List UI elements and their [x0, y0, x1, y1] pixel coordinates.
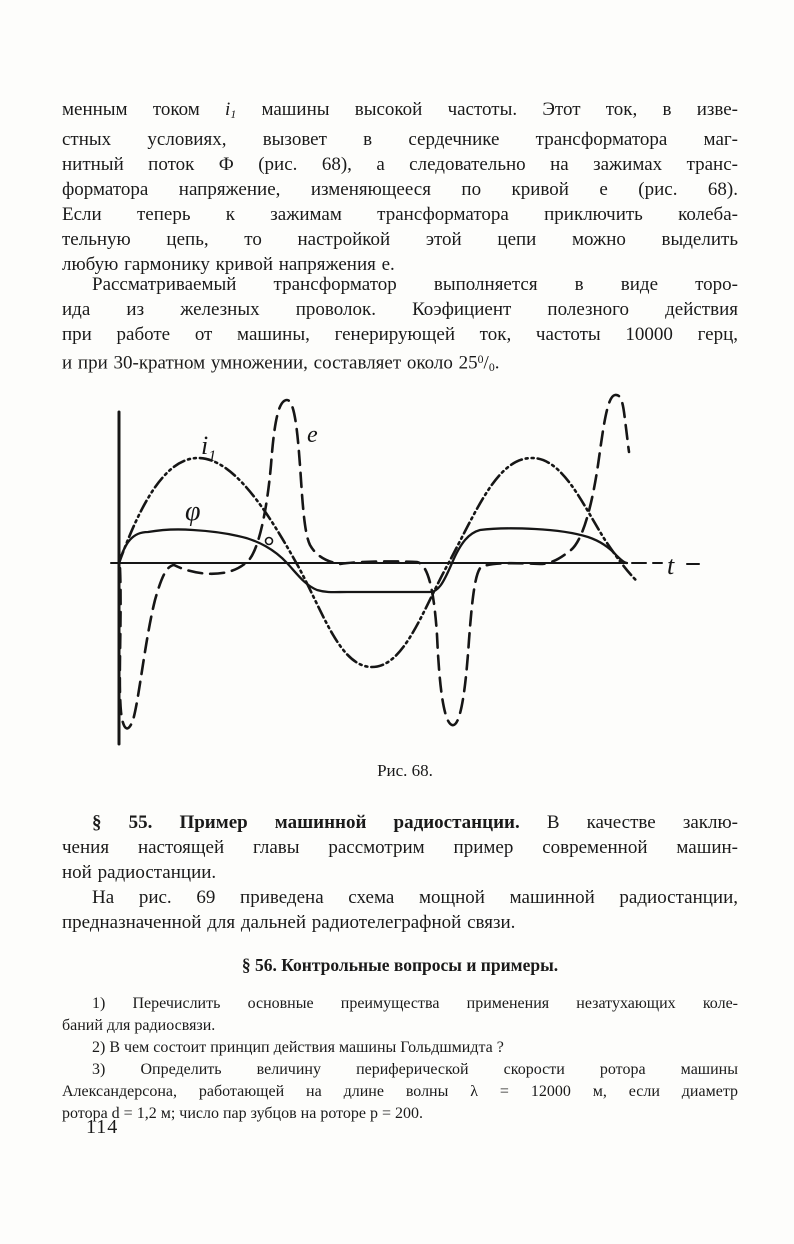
list-item: 3) Определить величину периферической скорости ротора машины [92, 1061, 738, 1078]
percent-denominator: 0 [488, 361, 495, 375]
subscript: 1 [230, 107, 237, 121]
text-line: форматора напряжение, изменяющееся по кривой e (рис. 68). [62, 178, 738, 200]
text-line [62, 810, 738, 835]
paragraph-1 [62, 97, 738, 277]
text-line: Рассматриваемый трансформатор выполняется в виде торо- [92, 274, 738, 295]
text-line: предназначенной для дальней радиотелеграфной связи. [62, 912, 516, 933]
text-run: В качестве заклю- [519, 812, 738, 833]
section-55-heading: § 55. Пример машинной радиостанции. [92, 812, 520, 833]
waveform-diagram [95, 390, 715, 760]
percent-numerator: 0 [477, 353, 484, 366]
text-line: ида из железных проволок. Коэфициент полезного действия [62, 299, 738, 320]
figure-caption: Рис. 68. [377, 761, 433, 780]
page-number: 114 [86, 1116, 119, 1138]
list-item: ротора d = 1,2 м; число пар зубцов на роторе p = 200. [62, 1105, 424, 1122]
text-run: . [494, 352, 500, 374]
curve-e [120, 395, 629, 729]
text-line: ной радиостанции. [62, 862, 217, 883]
crossing-ring [266, 538, 273, 545]
list-item: баний для радиосвязи. [62, 1017, 216, 1034]
text-run: i [225, 99, 231, 120]
paragraph-2 [62, 272, 738, 380]
text-line: любую гармонику кривой напряжения e. [62, 253, 395, 275]
text-line: чения настоящей главы рассмотрим пример современной машин- [62, 837, 738, 858]
section-56-heading: § 56. Контрольные вопросы и примеры. [241, 955, 559, 975]
text-line: Если теперь к зажимам трансформатора приключить колеба- [62, 203, 738, 225]
axis-label-t: t [667, 551, 675, 580]
text-run: и при 30-кратном умножении, составляет около 25 [62, 352, 478, 374]
curve-label-i1: $i_1$ [201, 431, 217, 465]
text-line: тельную цепь, то настройкой этой цепи можно выделить [62, 228, 738, 250]
section-55 [62, 810, 738, 935]
text-line [62, 347, 738, 380]
text-line: На рис. 69 приведена схема мощной машинной радиостанции, [92, 887, 738, 908]
x-axis-dashes [632, 563, 699, 564]
curve-label-phi: φ [185, 496, 201, 527]
percent-slash: / [483, 352, 489, 374]
list-item: Александерсона, работающей на длине волны λ = 12000 м, если диаметр [62, 1083, 738, 1100]
text-line: стных условиях, вызовет в сердечнике трансформатора маг- [62, 128, 738, 150]
text-line [62, 97, 738, 127]
text-run: машины высокой частоты. Этот ток, в изве- [236, 99, 738, 120]
question-list [62, 993, 738, 1125]
list-item: 1) Перечислить основные преимущества применения незатухающих коле- [92, 995, 738, 1012]
curve-phi [119, 528, 627, 592]
text-line: нитный поток Ф (рис. 68), а следовательно на зажимах транс- [62, 153, 738, 175]
text-line: при работе от машины, генерирующей ток, частоты 10000 герц, [62, 324, 738, 345]
figure-68 [95, 390, 715, 760]
current-symbol [225, 99, 236, 120]
curve-label-e: e [307, 422, 318, 448]
text-run: менным током [62, 99, 226, 120]
list-item: 2) В чем состоит принцип действия машины Гольдшмидта ? [92, 1039, 504, 1056]
